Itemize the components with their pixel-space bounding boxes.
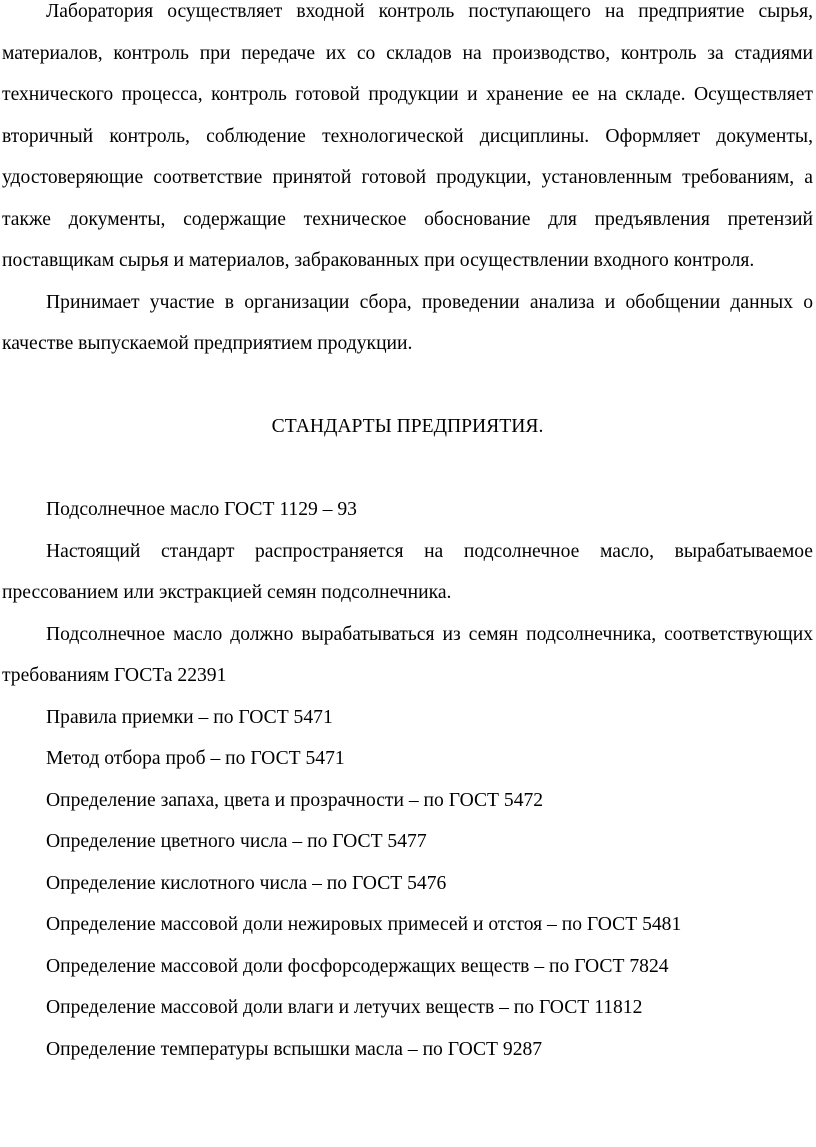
method-item: Определение кислотного числа – по ГОСТ 5476: [46, 872, 447, 894]
section-heading: СТАНДАРТЫ ПРЕДПРИЯТИЯ.: [271, 416, 544, 437]
blank-line: [2, 365, 813, 407]
blank-line: [2, 448, 813, 490]
paragraph-laboratory-duties: Лаборатория осуществляет входной контроль поступающего на предприятие сырья, материалов, контроль при передаче их со складов на производство, контроль за стадиями технического процесса, контроль готовой продукции и хранение ее на складе. Осуществляет вторичный контроль, соблюдение технологической дисциплины. Оформляет документы, удостоверяющие соответствие принятой готовой продукции, установленным требованиям, а также документы, содержащие техническое обоснование для предъявления претензий поставщикам сырья и материалов, забракованных при осуществлении входного контроля.: [2, 1, 813, 271]
paragraph-standard-scope: Настоящий стандарт распространяется на подсолнечное масло, вырабатываемое прессованием или экстракцией семян подсолнечника.: [2, 540, 813, 603]
paragraph-seed-requirements: Подсолнечное масло должно вырабатываться из семян подсолнечника, соответствующих требованиям ГОСТа 22391: [2, 623, 813, 686]
method-item: Правила приемки – по ГОСТ 5471: [46, 706, 333, 728]
method-item: Определение массовой доли нежировых примесей и отстоя – по ГОСТ 5481: [46, 914, 682, 935]
paragraph-quality-data: Принимает участие в организации сбора, проведении анализа и обобщении данных о качестве выпускаемой предприятием продукции.: [2, 291, 813, 354]
method-item: Определение температуры вспышки масла – по ГОСТ 9287: [46, 1038, 543, 1060]
standard-title: Подсолнечное масло ГОСТ 1129 – 93: [46, 499, 357, 520]
method-item: Определение запаха, цвета и прозрачности – по ГОСТ 5472: [46, 789, 544, 811]
method-item: Определение массовой доли влаги и летучих веществ – по ГОСТ 11812: [46, 997, 643, 1018]
method-item: Определение цветного числа – по ГОСТ 5477: [46, 831, 427, 852]
method-item: Метод отбора проб – по ГОСТ 5471: [46, 748, 345, 769]
method-item: Определение массовой доли фосфорсодержащих веществ – по ГОСТ 7824: [46, 955, 669, 977]
